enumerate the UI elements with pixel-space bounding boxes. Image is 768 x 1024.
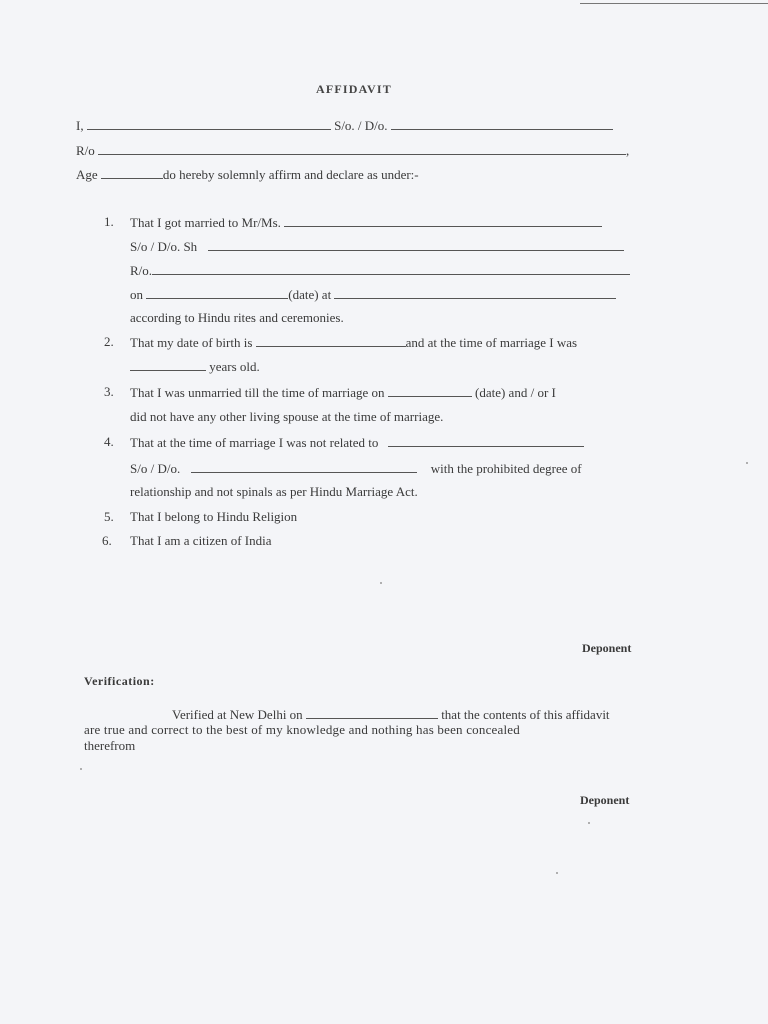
item-text: That I belong to Hindu Religion: [130, 509, 298, 524]
item-number: 4.: [104, 434, 114, 449]
spouse-name-blank[interactable]: [284, 214, 602, 227]
residence-blank[interactable]: [98, 142, 626, 155]
item-text: (date) at: [288, 287, 332, 302]
list-item: [130, 434, 584, 451]
spouse-residence-blank[interactable]: [152, 262, 630, 275]
age-label: Age: [76, 167, 98, 182]
name-line: [76, 117, 613, 134]
marriage-place-blank[interactable]: [334, 286, 616, 299]
item-text: according to Hindu rites and ceremonies.: [130, 310, 344, 325]
list-item: [130, 238, 624, 255]
item-text: R/o.: [130, 263, 153, 278]
item-text: S/o / D/o.: [130, 461, 181, 476]
item-text: That I got married to Mr/Ms.: [130, 215, 281, 230]
list-item: [130, 409, 443, 425]
scan-speck: [588, 822, 590, 824]
document-title: AFFIDAVIT: [316, 82, 392, 96]
item-number: 5.: [104, 509, 114, 524]
list-item: [130, 286, 616, 303]
verification-text: that the contents of this affidavit: [441, 707, 610, 722]
list-item: [130, 334, 577, 351]
item-text: That I was unmarried till the time of marriage on: [130, 385, 385, 400]
item-text: did not have any other living spouse at the time of marriage.: [130, 409, 444, 424]
list-item: [130, 484, 418, 500]
spouse-parent-blank[interactable]: [208, 238, 624, 251]
item-text: and at the time of marriage I was: [405, 335, 578, 350]
item-number: 6.: [102, 533, 112, 548]
scan-speck: [556, 872, 558, 874]
related-parent-blank[interactable]: [191, 460, 417, 473]
item-text: years old.: [209, 359, 260, 374]
list-item: [130, 533, 272, 549]
deponent-signature-label: Deponent: [582, 641, 632, 655]
verification-line: [172, 706, 610, 723]
affirm-text: do hereby solemnly affirm and declare as under:-: [162, 167, 419, 182]
item-number: 1.: [104, 214, 114, 229]
list-item: [130, 262, 630, 279]
residence-line: R/o ,: [76, 143, 630, 158]
age-line: [76, 166, 419, 183]
scan-speck: [380, 582, 382, 584]
marriage-date-blank[interactable]: [146, 286, 288, 299]
item-text: That at the time of marriage I was not related to: [130, 435, 379, 450]
parent-name-blank[interactable]: [391, 117, 613, 130]
list-item: [130, 310, 344, 326]
dob-blank[interactable]: [256, 334, 406, 347]
item-text: with the prohibited degree of: [430, 461, 582, 476]
i-label: I,: [76, 118, 84, 133]
verification-date-blank[interactable]: [306, 706, 438, 719]
list-item: [130, 214, 602, 231]
item-text: on: [130, 287, 143, 302]
list-item: [130, 509, 297, 525]
list-item: [130, 358, 260, 375]
so-do-label: S/o. / D/o.: [334, 118, 388, 133]
scan-edge-line: [580, 3, 768, 4]
item-number: 3.: [104, 384, 114, 399]
item-text: relationship and not spinals as per Hindu Marriage Act.: [130, 484, 418, 499]
list-item: [130, 384, 556, 401]
verification-line: are true and correct to the best of my knowledge and nothing has been concealed: [84, 722, 520, 737]
related-to-blank[interactable]: [388, 434, 584, 447]
age-at-marriage-blank[interactable]: [130, 358, 206, 371]
item-text: (date) and / or I: [475, 385, 556, 400]
scan-speck: [80, 768, 82, 770]
age-blank[interactable]: [101, 166, 163, 179]
name-blank[interactable]: [87, 117, 331, 130]
list-item: [130, 460, 582, 477]
item-text: That I am a citizen of India: [130, 533, 272, 548]
item-text: That my date of birth is: [130, 335, 253, 350]
unmarried-date-blank[interactable]: [388, 384, 472, 397]
ro-label: R/o: [76, 143, 95, 158]
item-text: S/o / D/o. Sh: [130, 239, 198, 254]
verification-line: therefrom: [84, 738, 136, 753]
deponent-signature-label: Deponent: [580, 793, 630, 807]
item-number: 2.: [104, 334, 114, 349]
scan-speck: [746, 462, 748, 464]
verification-heading: Verification:: [84, 674, 155, 688]
verification-text: Verified at New Delhi on: [172, 707, 303, 722]
